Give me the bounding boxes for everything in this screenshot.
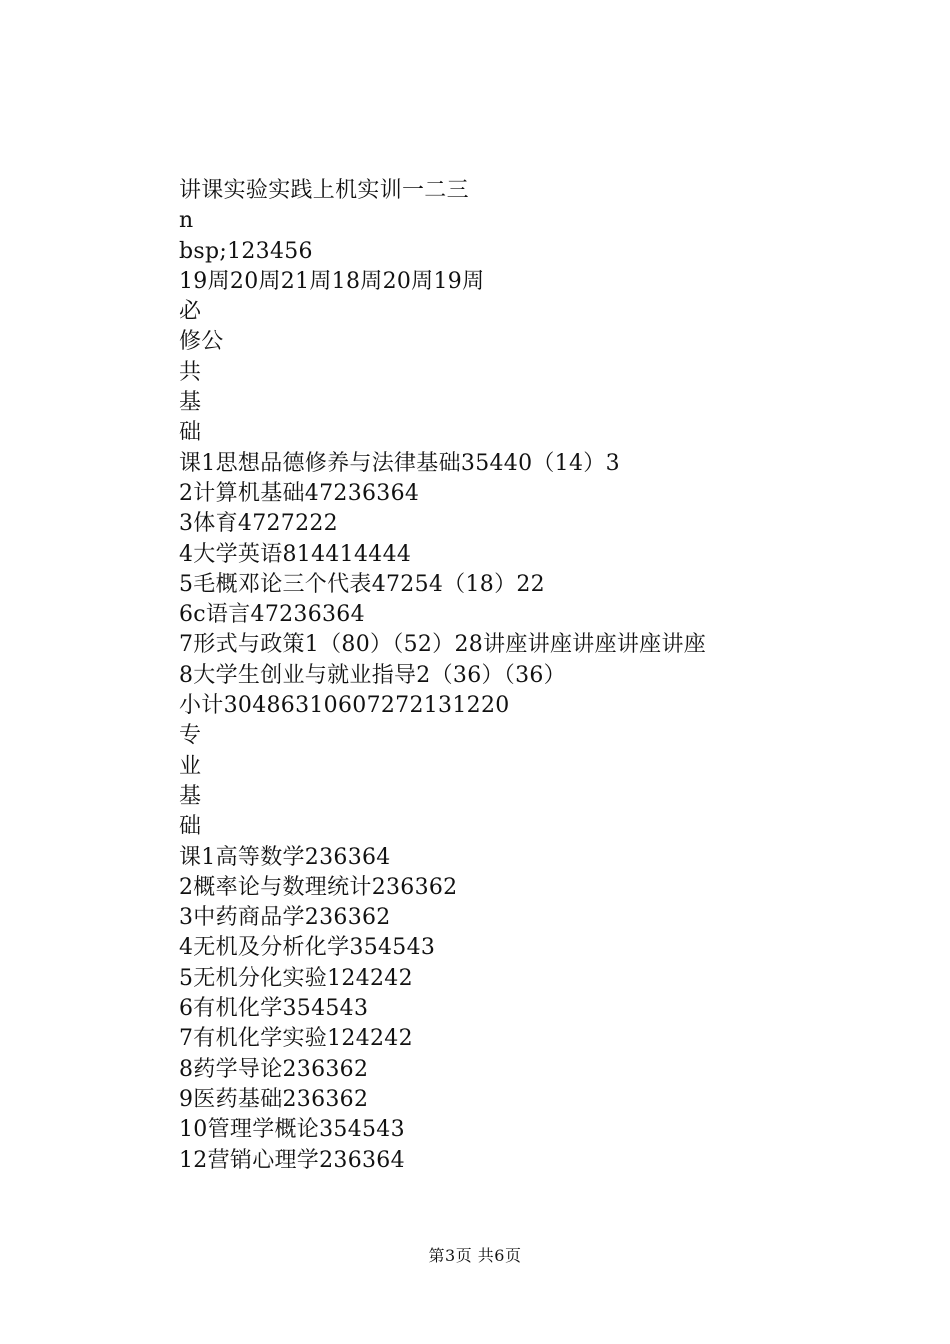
text-line: 基 bbox=[179, 783, 202, 809]
page-footer: 第3页 共6页 bbox=[428, 1246, 522, 1265]
text-line: 6有机化学354543 bbox=[179, 996, 369, 1022]
text-line: 4无机及分析化学354543 bbox=[179, 935, 436, 961]
text-line: 2概率论与数理统计236362 bbox=[179, 874, 458, 900]
text-line: 6c语言47236364 bbox=[179, 602, 365, 628]
text-line: 5无机分化实验124242 bbox=[179, 965, 413, 991]
text-line: 8药学导论236362 bbox=[179, 1056, 369, 1082]
text-line: 7形式与政策1（80）（52）28讲座讲座讲座讲座讲座 bbox=[179, 632, 707, 658]
text-line: 7有机化学实验124242 bbox=[179, 1026, 413, 1052]
text-line: 12营销心理学236364 bbox=[179, 1147, 405, 1173]
text-line: 共 bbox=[179, 359, 202, 385]
text-line: 2计算机基础47236364 bbox=[179, 480, 420, 506]
text-line: 业 bbox=[179, 753, 202, 779]
text-line: 8大学生创业与就业指导2（36）（36） bbox=[179, 662, 566, 688]
text-line: 10管理学概论354543 bbox=[179, 1117, 405, 1143]
text-line: 4大学英语814414444 bbox=[179, 541, 412, 567]
text-line: 3中药商品学236362 bbox=[179, 905, 391, 931]
text-line: 础 bbox=[179, 814, 202, 840]
text-line: bsp;123456 bbox=[179, 238, 313, 264]
text-line: 基 bbox=[179, 390, 202, 416]
text-line: 课1思想品德修养与法律基础35440（14）3 bbox=[179, 450, 620, 476]
text-line: 5毛概邓论三个代表47254（18）22 bbox=[179, 571, 545, 597]
text-line: 修公 bbox=[179, 329, 224, 355]
text-line: 小计3048631060727213122​0 bbox=[179, 693, 510, 719]
text-line: 19周20周21周18周20周19周 bbox=[179, 268, 485, 294]
text-line: 3体育4727222 bbox=[179, 511, 338, 537]
text-line: 课1高等数学236364 bbox=[179, 844, 391, 870]
text-line: 础 bbox=[179, 420, 202, 446]
text-line: 专 bbox=[179, 723, 202, 749]
text-line: n bbox=[179, 208, 194, 234]
text-line: 9医药基础236362 bbox=[179, 1086, 369, 1112]
text-line: 必 bbox=[179, 299, 202, 325]
text-line: 讲课实验实践上机实训一二三 bbox=[179, 178, 469, 203]
document-body bbox=[179, 176, 899, 1176]
